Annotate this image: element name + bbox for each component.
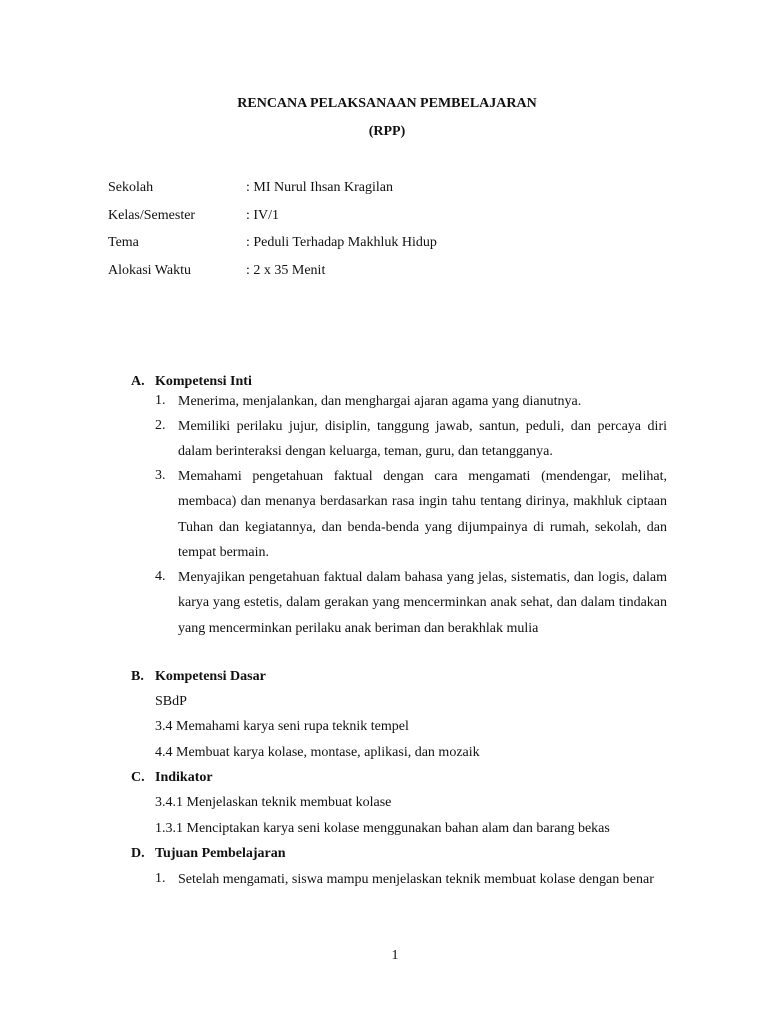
section-letter: A. xyxy=(131,374,145,389)
list-text: Setelah mengamati, siswa mampu menjelaskan teknik membuat kolase dengan benar xyxy=(178,872,654,887)
identity-row-school xyxy=(108,180,668,200)
section-d-heading xyxy=(131,846,286,862)
section-letter: D. xyxy=(131,846,145,861)
list-item xyxy=(155,565,667,641)
list-text: Menyajikan pengetahuan faktual dalam bahasa yang jelas, sistematis, dan logis, dalam karya yang estetis, dalam gerakan yang mencerminkan anak sehat, dan dalam tindakan yang mencerminkan perilaku anak beriman dan berakhlak mulia xyxy=(178,570,667,636)
list-text: Menerima, menjalankan, dan menghargai ajaran agama yang dianutnya. xyxy=(178,394,582,409)
subject-label: SBdP xyxy=(155,694,187,709)
identity-value: : MI Nurul Ihsan Kragilan xyxy=(246,180,393,195)
identity-value: : 2 x 35 Menit xyxy=(246,263,326,278)
list-number: 1. xyxy=(155,871,166,886)
identity-label: Tema xyxy=(108,235,139,250)
competency-line: 3.4 Memahami karya seni rupa teknik tempel xyxy=(155,719,409,734)
competency-line: 4.4 Membuat karya kolase, montase, aplikasi, dan mozaik xyxy=(155,745,480,760)
section-c-heading xyxy=(131,770,213,786)
list-number: 3. xyxy=(155,468,166,483)
document-subtitle: (RPP) xyxy=(368,124,406,139)
list-item xyxy=(155,464,667,565)
identity-row-class xyxy=(108,208,668,228)
section-b-heading xyxy=(131,669,266,685)
list-text: Memahami pengetahuan faktual dengan cara mengamati (mendengar, melihat, membaca) dan menanya berdasarkan rasa ingin tahu tentang dirinya, makhluk ciptaan Tuhan dan kegiatannya, dan benda-benda yang dijumpainya di rumah, sekolah, dan tempat bermain. xyxy=(178,469,667,560)
section-letter: B. xyxy=(131,669,144,684)
list-number: 2. xyxy=(155,418,166,433)
list-text: Memiliki perilaku jujur, disiplin, tanggung jawab, santun, peduli, dan percaya diri dalam berinteraksi dengan keluarga, teman, guru, dan tetangganya. xyxy=(178,419,667,460)
identity-value: : IV/1 xyxy=(246,208,280,223)
list-item xyxy=(155,389,667,414)
identity-value: : Peduli Terhadap Makhluk Hidup xyxy=(246,235,437,250)
list-item xyxy=(155,867,667,892)
identity-row-theme xyxy=(108,235,668,255)
identity-label: Sekolah xyxy=(108,180,154,195)
section-a-heading xyxy=(131,374,252,390)
section-title: Kompetensi Inti xyxy=(155,374,252,389)
list-number: 1. xyxy=(155,393,166,408)
identity-label: Alokasi Waktu xyxy=(108,263,191,278)
document-title: RENCANA PELAKSANAAN PEMBELAJARAN xyxy=(237,96,537,111)
identity-label: Kelas/Semester xyxy=(108,208,196,223)
page-number: 1 xyxy=(391,948,399,963)
identity-row-time xyxy=(108,263,668,283)
list-item xyxy=(155,414,667,465)
section-title: Kompetensi Dasar xyxy=(155,669,266,684)
indicator-line: 1.3.1 Menciptakan karya seni kolase menggunakan bahan alam dan barang bekas xyxy=(155,821,610,836)
section-title: Indikator xyxy=(155,770,213,785)
list-number: 4. xyxy=(155,569,166,584)
indicator-line: 3.4.1 Menjelaskan teknik membuat kolase xyxy=(155,795,392,810)
section-letter: C. xyxy=(131,770,145,785)
section-title: Tujuan Pembelajaran xyxy=(155,846,286,861)
